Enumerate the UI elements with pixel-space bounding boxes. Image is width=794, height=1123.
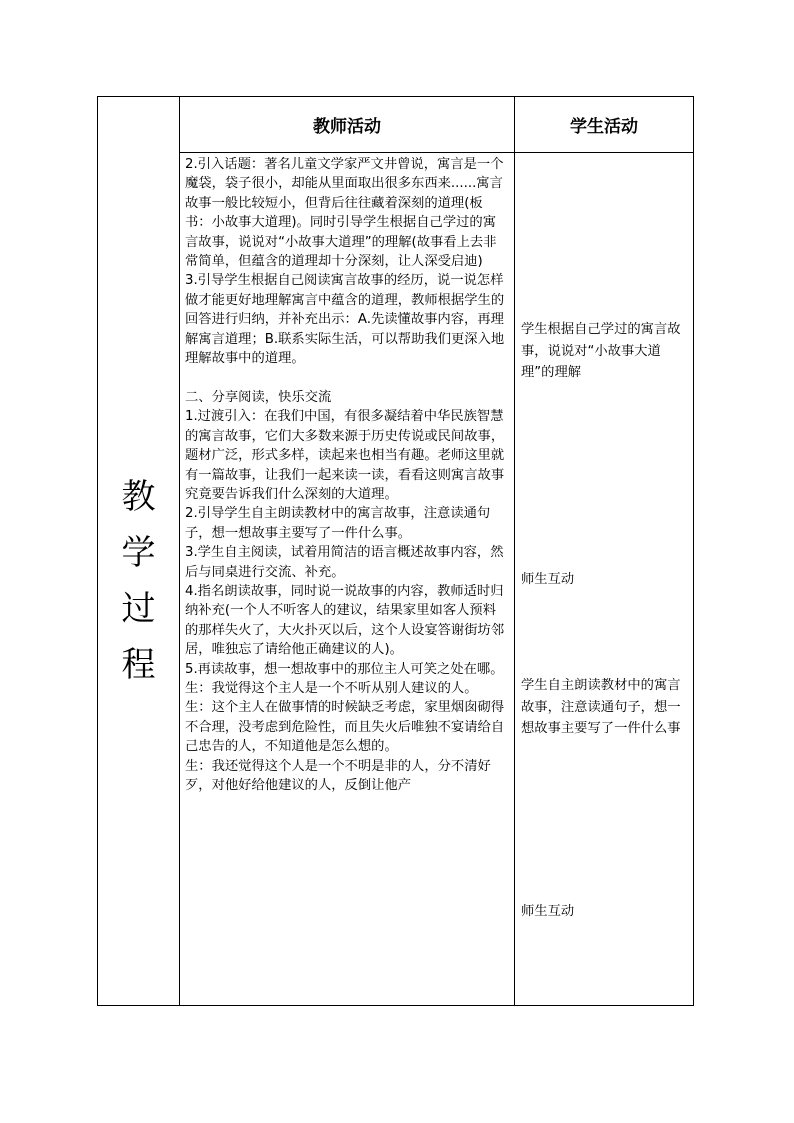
column-divider	[514, 97, 515, 1005]
header-divider	[179, 152, 693, 153]
student-note: 师生互动	[521, 904, 575, 919]
section-label-char: 教	[121, 477, 156, 517]
column-divider	[179, 97, 180, 1005]
section-label-char: 过	[121, 589, 156, 629]
lesson-table	[97, 96, 694, 1006]
section-label-char: 学	[121, 533, 156, 573]
teacher-activity-text: 2.引入话题：著名儿童文学家严文井曾说，寓言是一个魔袋，袋子很小，却能从里面取出很多东西来......寓言故事一般比较短小，但背后往往藏着深刻的道理(板书：小故事大道理)。同时引导学生根据自己学过的寓言故事，说说对“小故事大道理”的理解(故事看上去非常简单，但蕴含的道理却十分深刻，让人深受启迪) 3.引导学生根据自己阅读寓言故事的经历，说一说怎样做才能更好地理解寓言中蕴含的道理，教师根据学生的回答进行归纳，并补充出示：A.先读懂故事内容，再理解寓言道理；B.联系实际生活，可以帮助我们更深入地理解故事中的道理。 二、分享阅读，快乐交流 1.过渡引入：在我们中国，有很多凝结着中华民族智慧的寓言故事，它们大多数来源于历史传说或民间故事，题材广泛，形式多样，读起来也相当有趣。老师这里就有一篇故事，让我们一起来读一读，看看这则寓言故事究竟要告诉我们什么深刻的大道理。 2.引导学生自主朗读教材中的寓言故事，注意读通句子，想一想故事主要写了一件什么事。 3.学生自主阅读，试着用简洁的语言概述故事内容，然后与同桌进行交流、补充。 4.指名朗读故事，同时说一说故事的内容，教师适时归纳补充(一个人不听客人的建议，结果家里如客人预料的那样失火了，大火扑灭以后，这个人设宴答谢街坊邻居，唯独忘了请给他正确建议的人)。 5.再读故事，想一想故事中的那位主人可笑之处在哪。 生：我觉得这个主人是一个不听从别人建议的人。 生：这个主人在做事情的时候缺乏考虑，家里烟囱砌得不合理，没考虑到危险性，而且失火后唯独不宴请给自己忠告的人，不知道他是怎么想的。 生：我还觉得这个人是一个不明是非的人，分不清好歹，对他好给他建议的人，反倒让他产	[185, 157, 505, 793]
section-label	[98, 157, 179, 1005]
teacher-activity-header: 教师活动	[313, 117, 381, 137]
student-activity-header: 学生活动	[570, 117, 638, 137]
section-label-char: 程	[121, 645, 156, 685]
student-note: 师生互动	[521, 572, 575, 587]
student-note: 学生根据自己学过的寓言故事，说说对“小故事大道理”的理解	[521, 322, 681, 380]
student-note: 学生自主朗读教材中的寓言故事，注意读通句子，想一想故事主要写了一件什么事	[521, 678, 681, 736]
